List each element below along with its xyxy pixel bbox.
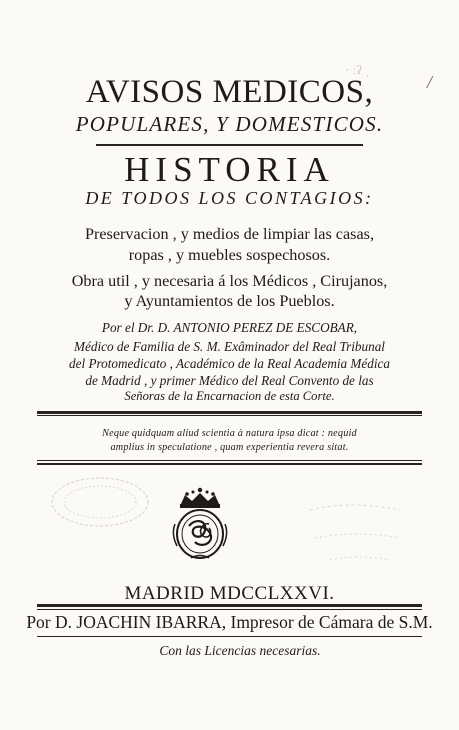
section-subtitle: DE TODOS LOS CONTAGIOS: <box>85 188 374 208</box>
author-credential-line: Médico de Familia de S. M. Exâminador del Real Tribunal <box>74 339 385 354</box>
divider <box>37 604 422 607</box>
imprint-place-date: MADRID MDCCLXXVI. <box>124 583 335 604</box>
divider <box>37 460 422 461</box>
margin-mark: / <box>427 72 433 92</box>
divider <box>37 636 422 637</box>
author-credential-line: de Madrid , y primer Médico del Real Convento de las <box>85 373 374 388</box>
divider <box>37 463 422 465</box>
author-credential-line: del Protomedicato , Académico de la Real Academia Médica <box>69 356 390 371</box>
bleed-through-stamp <box>300 490 410 570</box>
main-title: AVISOS MEDICOS, <box>85 74 374 110</box>
printer-line: Por D. JOACHIN IBARRA, Impresor de Cámara de S.M. <box>26 612 433 632</box>
description-line: Obra util , y necesaria á los Médicos , Cirujanos, <box>71 272 388 290</box>
author-line: Por el Dr. D. ANTONIO PEREZ DE ESCOBAR, <box>101 320 358 335</box>
section-title: HISTORIA <box>124 150 335 189</box>
license-line: Con las Licencias necesarias. <box>159 643 321 658</box>
bleed-through-stamp <box>40 470 160 530</box>
ink-bleed-mark: · ːʔ ˌ <box>345 62 370 77</box>
description-line: Preservacion , y medios de limpiar las casas, <box>84 225 375 243</box>
divider <box>37 411 422 414</box>
description-line: y Ayuntamientos de los Pueblos. <box>124 292 335 310</box>
epigraph-line: Neque quidquam aliud scientia à natura ipsa dicat : nequid <box>102 428 357 439</box>
subtitle: POPULARES, Y DOMESTICOS. <box>75 112 384 136</box>
royal-crest-icon <box>165 484 235 562</box>
divider <box>37 609 422 610</box>
author-credential-line: Señoras de la Encarnacion de esta Corte. <box>124 389 335 403</box>
description-line: ropas , y muebles sospechosos. <box>128 246 331 264</box>
divider <box>96 144 363 146</box>
epigraph-line: amplius in speculatione , quam experientia revera sitat. <box>110 442 349 453</box>
divider <box>37 415 422 416</box>
